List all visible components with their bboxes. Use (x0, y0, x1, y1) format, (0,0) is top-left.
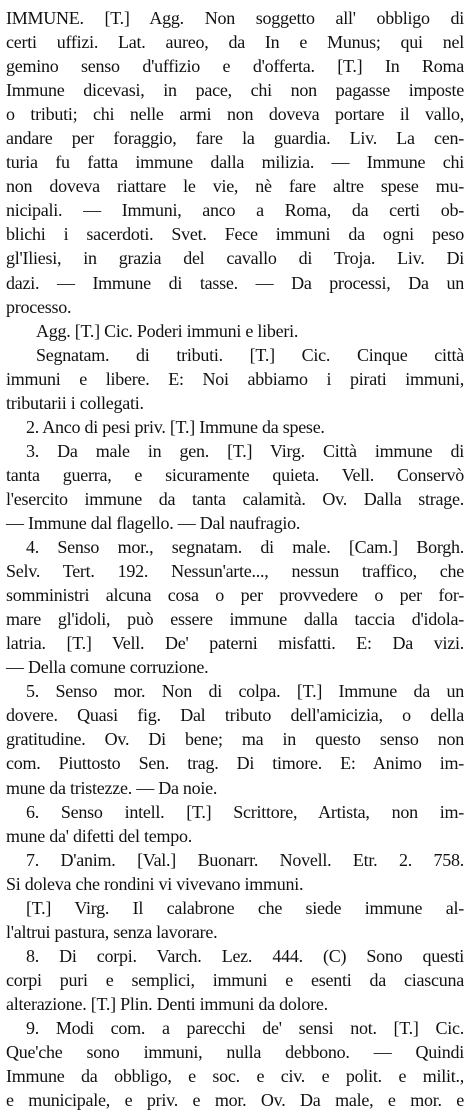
text-line: gratitudine. Ov. Di bene; ma in questo senso non (6, 729, 464, 750)
text-line: tributarii i collegati. (6, 392, 144, 413)
text-line: dazi. — Immune di tasse. — Da processi, Da un (6, 272, 464, 293)
text-line: 5. Senso mor. Non di colpa. [T.] Immune da un (26, 681, 464, 702)
text-line: Immune dicevasi, in pace, chi non pagasse imposte (6, 80, 464, 101)
text-line: latria. [T.] Vell. De' paterni misfatti. E: Da vizi. (6, 633, 464, 654)
text-line: 8. Di corpi. Varch. Lez. 444. (C) Sono questi (26, 945, 464, 966)
text-line: corpi puri e semplici, immuni e esenti da ciascuna (6, 969, 464, 990)
text-line: processo. (6, 296, 72, 317)
text-line: 6. Senso intell. [T.] Scrittore, Artista, non im- (26, 801, 464, 822)
text-line: 2. Anco di pesi priv. [T.] Immune da spese. (26, 416, 325, 437)
text-line: non doveva riattare le vie, nè fare altre spese mu- (6, 176, 464, 197)
text-line: l'altrui pastura, senza lavorare. (6, 921, 218, 942)
text-line: certi uffizi. Lat. aureo, da In e Munus; qui nel (6, 32, 464, 53)
text-line: o tributi; chi nelle armi non doveva portare il vallo, (6, 104, 464, 125)
text-line: 3. Da male in gen. [T.] Virg. Città immune di (26, 440, 464, 461)
text-line: Immune da obbligo, e soc. e civ. e polit. e milit., (6, 1066, 464, 1087)
text-line: e municipale, e priv. e mor. Ov. Da male, e mor. e (6, 1090, 464, 1111)
text-line: somministri alcuna cosa o per provvedere o per for- (6, 585, 464, 606)
text-line: Segnatam. di tributi. [T.] Cic. Cinque città (36, 344, 464, 365)
text-line: [T.] Virg. Il calabrone che siede immune al- (26, 897, 464, 918)
text-line: dovere. Quasi fig. Dal tributo dell'amicizia, o della (6, 705, 464, 726)
text-line: Selv. Tert. 192. Nessun'arte..., nessun traffico, che (6, 561, 464, 582)
text-line: — Immune dal flagello. — Dal naufragio. (6, 512, 301, 533)
text-line: turia fu fatta immune dalla milizia. — Immune chi (6, 152, 464, 173)
text-line: blichi i sacerdoti. Svet. Fece immuni da ogni peso (6, 224, 464, 245)
text-line: Agg. [T.] Cic. Poderi immuni e liberi. (36, 320, 299, 341)
text-line: 7. D'anim. [Val.] Buonarr. Novell. Etr. 2. 758. (26, 849, 464, 870)
text-line: nicipali. — Immuni, anco a Roma, da certi ob- (6, 200, 464, 221)
text-line: tanta guerra, e sicuramente quieta. Vell. Conservò (6, 464, 464, 485)
text-line: 9. Modi com. a parecchi de' sensi not. [T.] Cic. (26, 1017, 464, 1038)
text-line: gl'Iliesi, in grazia del cavallo di Troja. Liv. Di (6, 248, 464, 269)
text-line: — Della comune corruzione. (6, 657, 209, 678)
text-line: 4. Senso mor., segnatam. di male. [Cam.] Borgh. (26, 537, 464, 558)
text-line: IMMUNE. [T.] Agg. Non soggetto all' obbligo di (6, 8, 464, 28)
text-line: Que'che sono immuni, nulla debbono. — Quindi (6, 1042, 464, 1063)
text-line: com. Piuttosto Sen. trag. Di timore. E: Animo im- (6, 753, 464, 774)
text-line: gemino senso d'uffizio e d'offerta. [T.] In Roma (6, 56, 464, 77)
text-line: alterazione. [T.] Plin. Denti immuni da dolore. (6, 993, 328, 1014)
text-line: andare per foraggio, fare la guardia. Liv. La cen- (6, 128, 464, 149)
text-line: mune da' difetti del tempo. (6, 825, 192, 846)
text-line: immuni e libere. E: Noi abbiamo i pirati immuni, (6, 368, 464, 389)
text-line: mare gl'idoli, può essere immune dalla taccia d'idola- (6, 609, 464, 630)
text-line: mune da tristezze. — Da noie. (6, 777, 218, 798)
text-line: l'esercito immune da tanta calamità. Ov. Dalla strage. (6, 488, 464, 509)
text-line: Si doleva che rondini vi vivevano immuni. (6, 873, 304, 894)
dictionary-entry-immune (6, 6, 464, 1112)
